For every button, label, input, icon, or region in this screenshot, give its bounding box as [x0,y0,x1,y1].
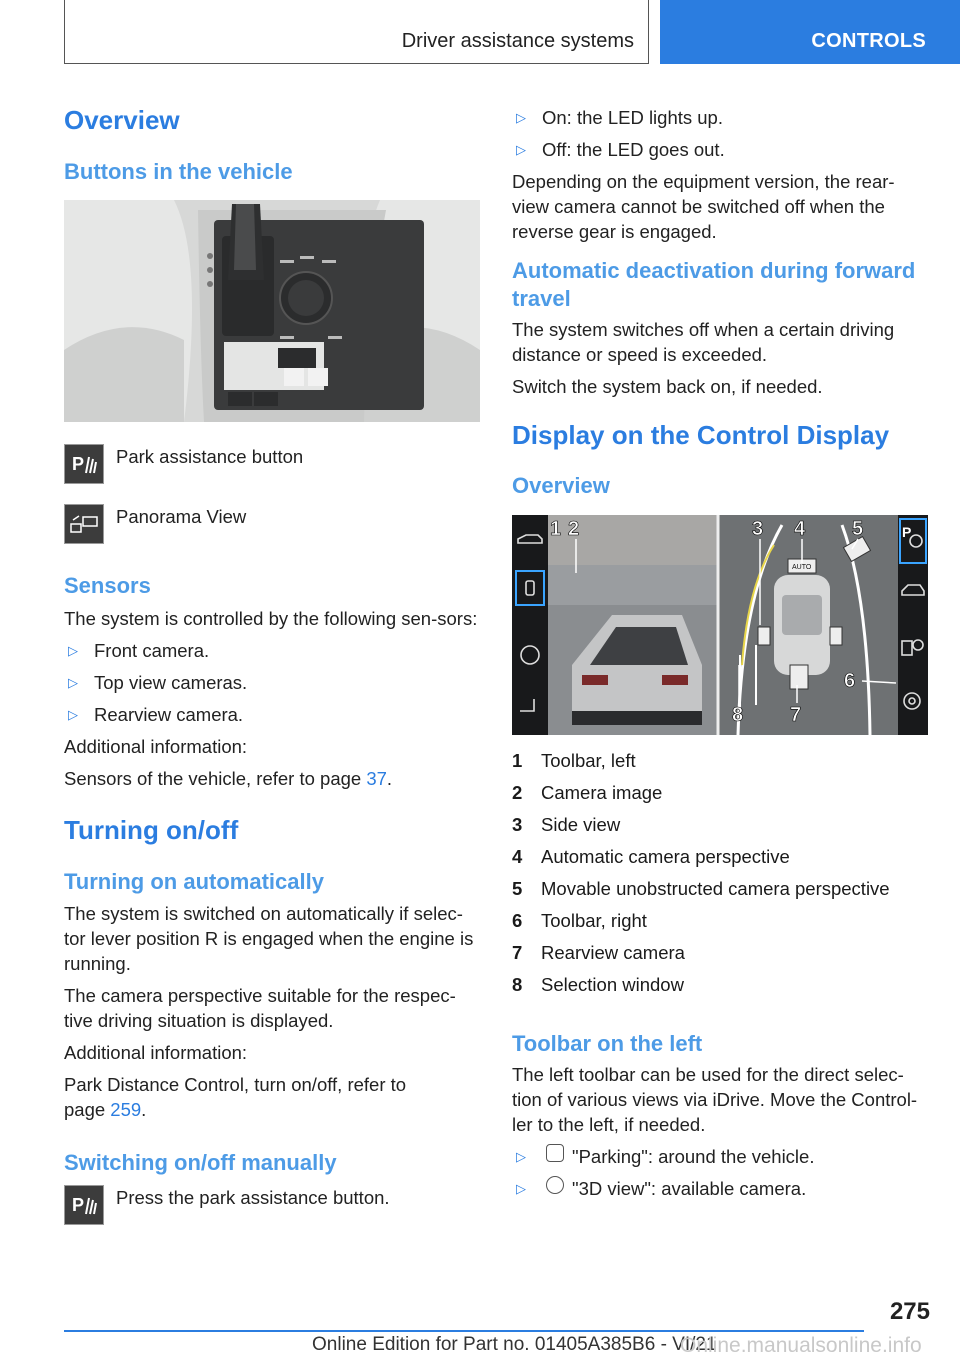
sensors-intro: The system is controlled by the following sen‐sors: [64,608,478,629]
auto-deactivation-p1: The system switches off when a certain driving distance or speed is exceeded. [512,319,895,365]
legend-item: 5 Movable unobstructed camera perspective [512,878,890,899]
led-note: Depending on the equipment version, the rear‐view camera cannot be switched off when the reverse gear is engaged. [512,171,895,242]
legend-item: 7 Rearview camera [512,942,685,963]
svg-text:P: P [72,454,85,474]
sensors-list-item: ▷ Top view cameras. [64,670,480,695]
sensors-reference: Sensors of the vehicle, refer to page 37. [64,768,393,789]
park-assist-icon [64,1185,104,1225]
auto-deactivation-heading: Automatic deactivation during forward travel [512,258,916,311]
legend-item: 3 Side view [512,814,621,835]
header-tab-controls[interactable] [660,0,960,64]
callout-2: 2 [568,518,580,540]
manual-row [64,1185,480,1225]
svg-text:P: P [72,1195,85,1215]
svg-text:P: P [902,524,912,540]
bullet-triangle-icon: ▷ [68,643,78,658]
toolbar-left-heading: Toolbar on the left [512,1031,703,1056]
toolbar-list-item: ▷ "Parking": around the vehicle. [512,1144,928,1169]
callout-3: 3 [752,518,764,540]
tab-label: CONTROLS [811,30,926,52]
legend-item: 4 Automatic camera perspective [512,846,790,867]
callout-1: 1 [550,518,562,540]
park-assist-button-row [64,444,480,484]
sensors-list-item: ▷ Front camera. [64,638,480,663]
left-column [64,100,480,1225]
parking-view-icon [546,1144,564,1162]
turning-heading: Turning on/off [64,815,239,845]
section-title: Driver assistance systems [401,30,634,52]
buttons-heading: Buttons in the vehicle [64,159,293,184]
bullet-triangle-icon: ▷ [68,707,78,722]
bullet-triangle-icon: ▷ [516,110,526,125]
legend-list [512,745,928,1001]
footer-rule [64,1330,864,1332]
toolbar-list-item: ▷ "3D view": available camera. [512,1176,928,1201]
right-column [512,100,928,1201]
panorama-view-label: Panorama View [116,506,247,527]
page-link-37[interactable]: 37 [366,768,387,789]
callout-5: 5 [852,518,864,540]
3d-view-icon [546,1176,564,1194]
bullet-triangle-icon: ▷ [516,1181,526,1196]
auto-paragraph-2: The camera perspective suitable for the respec‐tive driving situation is displayed. [64,985,456,1031]
legend-item: 1 Toolbar, left [512,750,636,771]
pdc-reference: Park Distance Control, turn on/off, refer to page 259. [64,1074,407,1120]
panorama-view-row [64,504,480,544]
control-display-image [512,515,928,735]
page-number: 275 [889,1298,930,1325]
display-heading: Display on the Control Display [512,420,890,450]
overview-heading: Overview [64,105,180,135]
auto-badge: AUTO [792,564,812,571]
callout-4: 4 [794,518,806,540]
sensors-list-item: ▷ Rearview camera. [64,702,480,727]
toolbar-left-text: The left toolbar can be used for the direct selec‐tion of various views via iDrive. Move the Control‐ler to the left, if needed. [512,1064,918,1135]
manual-heading: Switching on/off manually [64,1150,337,1175]
console-photo [64,200,480,422]
callout-7: 7 [790,704,802,726]
auto-paragraph-1: The system is switched on automatically if selec‐tor lever position R is engaged when the engine is running. [64,903,474,974]
legend-item: 8 Selection window [512,974,684,995]
header-section [64,0,649,64]
bullet-triangle-icon: ▷ [68,675,78,690]
callout-8: 8 [732,704,744,726]
led-list-item: ▷ Off: the LED goes out. [512,137,928,162]
sensors-heading: Sensors [64,573,151,598]
additional-info-label: Additional information: [64,1042,248,1063]
overview-subheading: Overview [512,473,610,498]
watermark: Online.manualsonline.info [680,1334,922,1357]
park-assist-button-label: Park assistance button [116,446,304,467]
led-list-item: ▷ On: the LED lights up. [512,105,928,130]
legend-item: 2 Camera image [512,782,663,803]
auto-heading: Turning on automatically [64,869,324,894]
page-link-259[interactable]: 259 [110,1099,142,1120]
panorama-view-icon [64,504,104,544]
manual-text: Press the park assistance button. [116,1187,390,1208]
auto-deactivation-p2: Switch the system back on, if needed. [512,376,823,397]
footer-edition: Online Edition for Part no. 01405A385B6 - VI/21 [312,1334,717,1355]
additional-info-label: Additional information: [64,736,248,757]
legend-item: 6 Toolbar, right [512,910,647,931]
bullet-triangle-icon: ▷ [516,1149,526,1164]
bullet-triangle-icon: ▷ [516,142,526,157]
callout-6: 6 [844,670,856,692]
park-assist-icon [64,444,104,484]
